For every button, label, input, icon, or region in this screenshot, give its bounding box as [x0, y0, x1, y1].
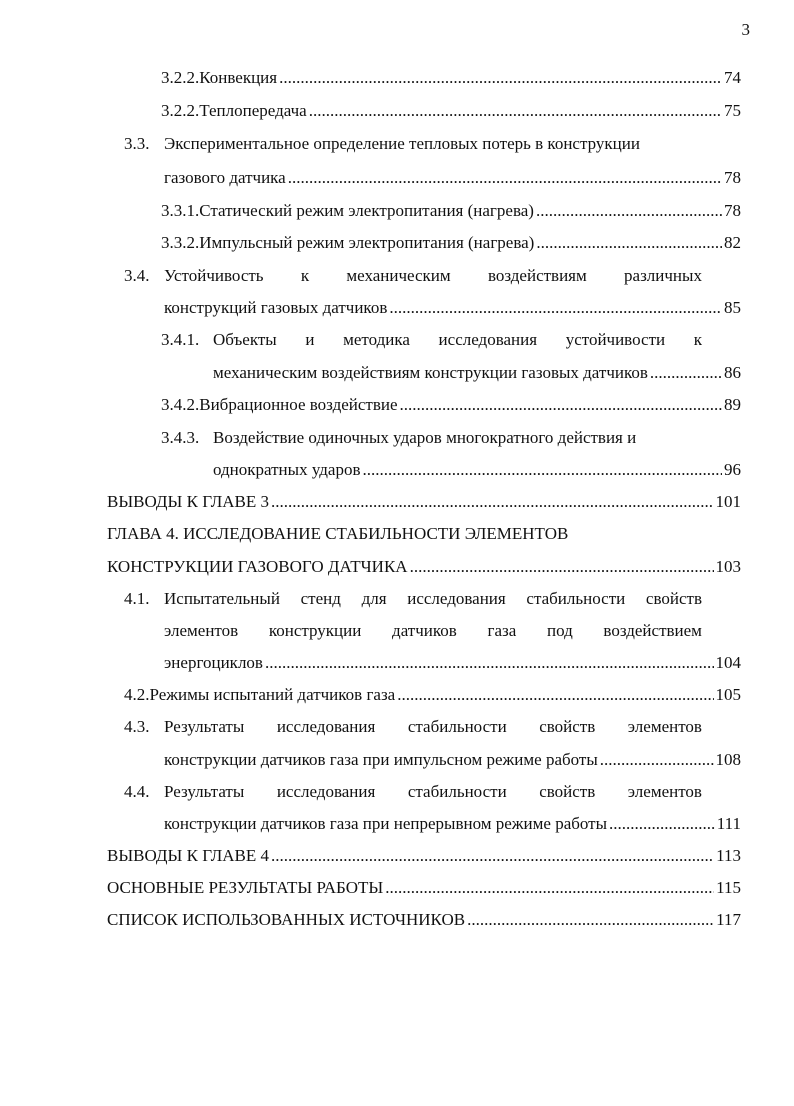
toc-entry-number: 4.4.	[124, 782, 150, 801]
toc-entry[interactable]	[161, 393, 741, 417]
toc-entry-page: 105	[715, 685, 741, 704]
toc-entry-page: 75	[724, 101, 741, 120]
toc-entry-title: Вибрационное воздействие	[199, 395, 398, 414]
word: Устойчивость	[164, 266, 264, 285]
toc-entry-title: Статический режим электропитания (нагрева)	[199, 201, 534, 220]
toc-entry-title-line1: ГЛАВА 4. ИССЛЕДОВАНИЕ СТАБИЛЬНОСТИ ЭЛЕМЕНТОВ	[107, 524, 569, 543]
word: Испытательный	[164, 589, 280, 608]
toc-entry-title-line2: конструкции датчиков газа при непрерывном режиме работы	[164, 814, 608, 833]
leader-dots	[279, 66, 722, 90]
word: стабильности	[407, 717, 507, 736]
toc-entry-number: 3.4.	[124, 266, 150, 285]
word: Результаты	[164, 782, 245, 801]
toc-entry-title-line1	[164, 715, 702, 739]
leader-dots	[467, 908, 714, 932]
leader-dots	[397, 683, 713, 707]
toc-entry[interactable]	[161, 231, 741, 255]
toc-entry-number: 3.2.2.	[161, 101, 200, 120]
toc-entry[interactable]	[124, 715, 702, 739]
toc-entry[interactable]	[107, 844, 741, 868]
toc-entry-title: ВЫВОДЫ К ГЛАВЕ 3	[107, 492, 270, 511]
leader-dots	[271, 844, 714, 868]
word: конструкции	[268, 621, 362, 640]
toc-entry-continuation[interactable]	[164, 748, 741, 772]
toc-entry-continuation[interactable]	[164, 296, 741, 320]
word: свойств	[539, 717, 596, 736]
leader-dots	[536, 231, 722, 255]
word: для	[361, 589, 387, 608]
toc-entry[interactable]	[124, 587, 702, 611]
toc-entry[interactable]	[107, 876, 741, 900]
toc-entry-title-line1	[213, 328, 702, 352]
word: элементов	[627, 717, 702, 736]
toc-entry[interactable]	[161, 66, 741, 90]
word: исследования	[276, 782, 376, 801]
toc-entry-number: 3.4.3.	[161, 428, 200, 447]
word: элементов	[164, 621, 239, 640]
toc-entry[interactable]	[107, 522, 741, 546]
toc-entry-page: 111	[716, 814, 741, 833]
word: различных	[624, 266, 702, 285]
toc-entry-continuation[interactable]	[164, 812, 741, 836]
toc-entry[interactable]	[124, 132, 702, 156]
word: под	[546, 621, 573, 640]
leader-dots	[362, 458, 722, 482]
toc-entry[interactable]	[107, 908, 741, 932]
toc-entry[interactable]	[161, 328, 702, 352]
toc-entry-number: 3.2.2.	[161, 68, 200, 87]
toc-entry-title: Теплопередача	[199, 101, 307, 120]
toc-entry-title-line2: КОНСТРУКЦИИ ГАЗОВОГО ДАТЧИКА	[107, 557, 408, 576]
toc-entry-number: 3.3.1.	[161, 201, 200, 220]
word: исследования	[276, 717, 376, 736]
toc-entry-page: 104	[715, 653, 741, 672]
word: механическим	[346, 266, 451, 285]
toc-entry-title-line2: газового датчика	[164, 168, 286, 187]
word: к	[693, 330, 702, 349]
toc-entry[interactable]	[107, 490, 741, 514]
toc-entry-page: 117	[716, 910, 741, 929]
word: исследования	[438, 330, 538, 349]
toc-entry-page: 82	[724, 233, 741, 252]
toc-entry-continuation[interactable]	[164, 166, 741, 190]
word: свойств	[539, 782, 596, 801]
word: Объекты	[213, 330, 277, 349]
leader-dots	[389, 296, 722, 320]
toc-entry-title-line1: Экспериментальное определение тепловых потерь в конструкции	[164, 134, 640, 153]
toc-entry-title: Режимы испытаний датчиков газа	[149, 685, 396, 704]
word: к	[300, 266, 310, 285]
toc-entry-title-line1: Воздействие одиночных ударов многократного действия и	[213, 428, 637, 447]
leader-dots	[609, 812, 715, 836]
toc-entry-title-line1	[164, 587, 702, 611]
toc-entry-title: СПИСОК ИСПОЛЬЗОВАННЫХ ИСТОЧНИКОВ	[107, 910, 466, 929]
word: методика	[343, 330, 410, 349]
word: газа	[487, 621, 517, 640]
word: воздействием	[603, 621, 702, 640]
toc-entry-page: 96	[724, 460, 741, 479]
toc-entry-title-line2	[164, 619, 702, 643]
page-number: 3	[741, 20, 750, 39]
toc-entry-title-line3: энергоциклов	[164, 653, 263, 672]
leader-dots	[536, 199, 722, 223]
toc-entry-title: ВЫВОДЫ К ГЛАВЕ 4	[107, 846, 270, 865]
toc-entry-continuation[interactable]	[213, 458, 741, 482]
toc-entry-page: 78	[724, 201, 741, 220]
leader-dots	[265, 651, 714, 675]
word: воздействиям	[487, 266, 587, 285]
leader-dots	[600, 748, 714, 772]
leader-dots	[271, 490, 713, 514]
toc-entry-continuation[interactable]	[107, 555, 741, 579]
toc-entry[interactable]	[124, 264, 702, 288]
toc-entry[interactable]	[124, 780, 702, 804]
toc-entry-page: 86	[724, 363, 741, 382]
toc-entry-title-line2: механическим воздействиям конструкции газовых датчиков	[213, 363, 648, 382]
leader-dots	[288, 166, 722, 190]
leader-dots	[650, 361, 722, 385]
word: стабильности	[526, 589, 626, 608]
toc-entry-number: 4.3.	[124, 717, 150, 736]
word: стабильности	[407, 782, 507, 801]
toc-entry[interactable]	[161, 199, 741, 223]
toc-entry-title-line2: конструкции датчиков газа при импульсном режиме работы	[164, 750, 598, 769]
toc-entry-page: 74	[724, 68, 741, 87]
word: стенд	[300, 589, 341, 608]
toc-entry-title: ОСНОВНЫЕ РЕЗУЛЬТАТЫ РАБОТЫ	[107, 878, 384, 897]
word: элементов	[627, 782, 702, 801]
word: датчиков	[392, 621, 457, 640]
toc-entry-title-line1	[164, 780, 702, 804]
toc-entry-page: 115	[716, 878, 741, 897]
toc-entry-title: Конвекция	[199, 68, 278, 87]
toc-entry-page: 101	[715, 492, 741, 511]
toc-entry-page: 103	[715, 557, 741, 576]
toc-entry-page: 108	[715, 750, 741, 769]
toc-entry-title-line1	[164, 264, 702, 288]
toc-entry[interactable]	[161, 99, 741, 123]
toc-entry-number: 3.3.	[124, 134, 150, 153]
toc-entry-title-line2: конструкций газовых датчиков	[164, 298, 388, 317]
toc-entry-page: 78	[724, 168, 741, 187]
word: устойчивости	[565, 330, 666, 349]
leader-dots	[400, 393, 722, 417]
toc-entry-continuation[interactable]	[213, 361, 741, 385]
toc-entry-number: 4.2.	[124, 685, 150, 704]
leader-dots	[410, 555, 714, 579]
toc-entry-continuation[interactable]	[164, 651, 741, 675]
toc-entry[interactable]	[161, 426, 702, 450]
word: Результаты	[164, 717, 245, 736]
leader-dots	[385, 876, 714, 900]
toc-entry-page: 89	[724, 395, 741, 414]
toc-entry[interactable]	[124, 683, 741, 707]
toc-entry-page: 85	[724, 298, 741, 317]
toc-entry-number: 3.3.2.	[161, 233, 200, 252]
word: и	[305, 330, 315, 349]
toc-entry-page: 113	[716, 846, 741, 865]
toc-entry-number: 4.1.	[124, 589, 150, 608]
toc-entry-title: Импульсный режим электропитания (нагрева)	[199, 233, 535, 252]
toc-entry-number: 3.4.2.	[161, 395, 200, 414]
toc-entry-title-line2: однократных ударов	[213, 460, 361, 479]
toc-entry-number: 3.4.1.	[161, 330, 200, 349]
word: исследования	[407, 589, 506, 608]
word: свойств	[645, 589, 702, 608]
leader-dots	[309, 99, 722, 123]
